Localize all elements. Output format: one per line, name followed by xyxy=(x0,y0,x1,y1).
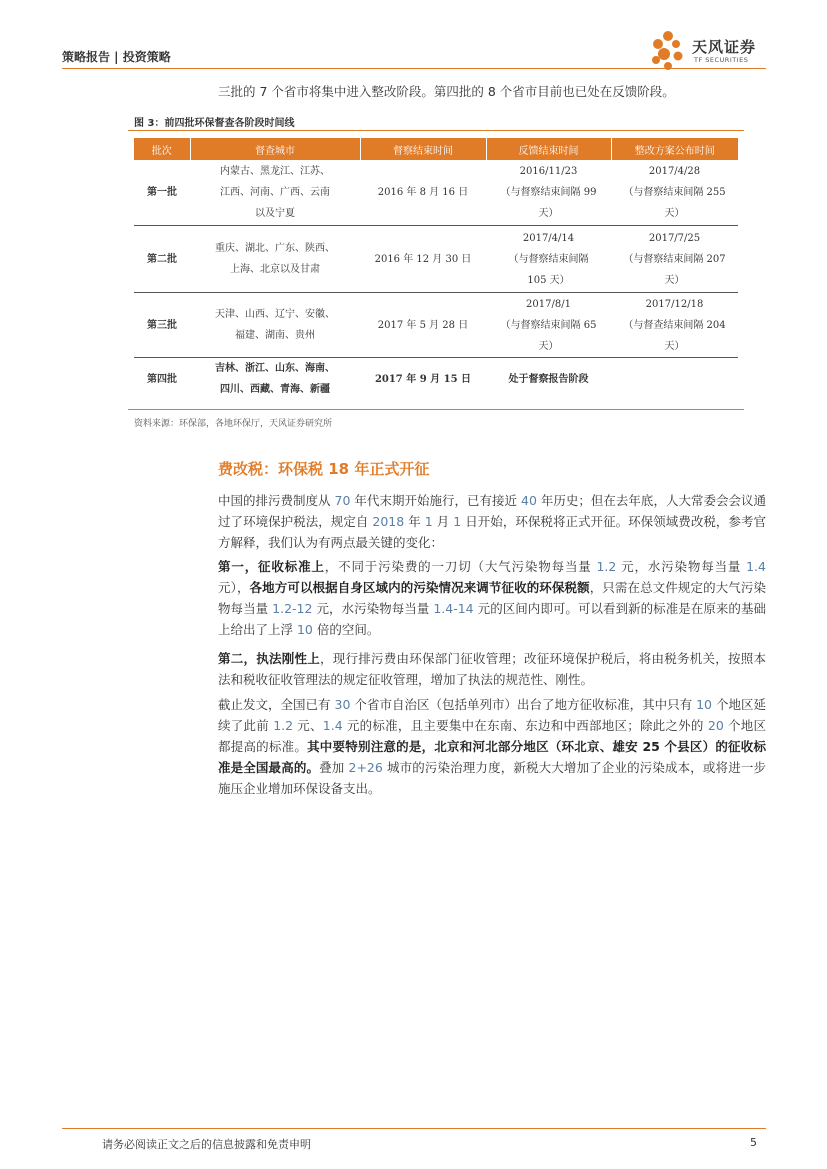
batch-cell: 第一批 xyxy=(134,160,190,226)
col-header-batch: 批次 xyxy=(134,138,190,160)
number-run: 1.4-14 xyxy=(433,601,474,616)
feedback-line: 2016/11/23 xyxy=(519,166,578,177)
plan-line: 2017/12/18 xyxy=(645,298,704,310)
number-run: 2018 xyxy=(372,514,405,529)
text-run: 月 xyxy=(432,514,454,529)
col-header-cities: 督查城市 xyxy=(190,138,360,160)
table-row xyxy=(134,160,738,226)
text-run: 元）， xyxy=(218,580,250,595)
number-run: 2+26 xyxy=(348,760,383,775)
cities-line: 福建、湖南、贵州 xyxy=(235,330,315,341)
feedback-end-cell xyxy=(486,226,611,293)
footer-divider xyxy=(62,1128,766,1129)
disclaimer-text: 请务必阅读正文之后的信息披露和免责申明 xyxy=(102,1138,311,1151)
text-run: 年代末期开始施行，已有接近 xyxy=(350,493,521,508)
number-run: 10 xyxy=(296,622,313,637)
text-run: 元、 xyxy=(293,718,323,733)
number-run: 20 xyxy=(707,718,724,733)
plan-line: （与督查结束间隔 204 xyxy=(623,319,726,331)
text-run: 中国的排污费制度从 xyxy=(218,493,335,508)
text-run: ，不同于污染费的一刀切（大气污染物每当量 xyxy=(324,559,597,574)
table-row xyxy=(134,293,738,358)
paragraph-2 xyxy=(218,556,766,640)
bold-run: 第一，征收标准上 xyxy=(218,559,325,574)
text-run: 年 xyxy=(404,514,425,529)
number-run: 1.2 xyxy=(273,718,294,733)
batch-cell: 第四批 xyxy=(147,373,177,385)
figure-top-rule xyxy=(128,130,744,131)
text-run: 年历史；但在去年底，人大常委会会议通过了环境保护税法，规定自 xyxy=(218,493,766,529)
plan-line: （与督察结束间隔 207 xyxy=(623,253,726,265)
number-run: 70 xyxy=(334,493,351,508)
plan-line: （与督察结束间隔 255 xyxy=(623,187,726,198)
figure-source: 资料来源：环保部，各地环保厅，天风证券研究所 xyxy=(134,419,333,429)
intro-text: 三批的 7 个省市将集中进入整改阶段。第四批的 8 个省市目前也已处在反馈阶段。 xyxy=(218,84,675,99)
figure-bottom-rule xyxy=(128,409,744,410)
text-run: 截止发文，全国已有 xyxy=(218,697,335,712)
text-run: 个地区都提高的标准。 xyxy=(218,718,766,754)
text-run: 元的标准，且主要集中在东南、东边和中西部地区；除此之外的 xyxy=(342,718,708,733)
text-run: 个省市自治区（包括单列市）出台了地方征收标准，其中只有 xyxy=(350,697,697,712)
cities-line: 内蒙古、黑龙江、江苏、 xyxy=(220,166,330,177)
logo-mark-icon xyxy=(648,28,690,72)
feedback-line: 天） xyxy=(538,208,559,219)
feedback-line: 2017/8/1 xyxy=(526,298,571,310)
number-run: 40 xyxy=(521,493,537,508)
number-run: 1.2-12 xyxy=(272,601,313,616)
feedback-line: 105 天） xyxy=(527,274,570,286)
table-row xyxy=(134,358,738,401)
text-run: 叠加 xyxy=(319,760,349,775)
inspect-end-cell: 2016 年 12 月 30 日 xyxy=(360,226,486,293)
timeline-table xyxy=(134,138,738,400)
company-logo xyxy=(648,28,768,72)
cities-cell xyxy=(190,226,360,293)
cities-cell xyxy=(190,160,360,226)
cities-line: 上海、北京以及甘肃 xyxy=(230,264,320,275)
cities-line: 四川、西藏、青海、新疆 xyxy=(220,384,330,395)
feedback-line: （与督察结束间隔 65 xyxy=(500,319,597,331)
feedback-end-cell xyxy=(486,160,611,226)
text-run: 倍的空间。 xyxy=(312,622,380,637)
inspect-end-cell: 2016 年 8 月 16 日 xyxy=(360,160,486,226)
plan-line: 天） xyxy=(664,208,685,219)
number-run: 1 xyxy=(453,514,462,529)
bold-run: 各地方可以根据自身区域内的污染情况来调节征收的环保税额 xyxy=(249,580,590,595)
bold-run: 其中要特别注意的是，北京和河北部分地区（环北京、雄安 25 个县区）的征收标准是全国最高的。 xyxy=(218,739,766,775)
cities-line: 重庆、湖北、广东、陕西、 xyxy=(215,243,335,254)
text-run: 城市的污染治理力度，新税大大增加了企业的污染成本，或将进一步施压企业增加环保设备支出。 xyxy=(218,760,766,796)
feedback-end-cell: 处于督察报告阶段 xyxy=(508,373,589,385)
plan-line: 2017/4/28 xyxy=(648,166,701,177)
number-run: 10 xyxy=(696,697,712,712)
text-run: 元，水污染物每当量 xyxy=(312,601,434,616)
plan-publish-cell xyxy=(611,293,738,358)
paragraph-1 xyxy=(218,490,766,553)
cities-line: 江西、河南、广西、云南 xyxy=(220,187,330,198)
feedback-line: 天） xyxy=(538,340,559,352)
plan-line: 2017/7/25 xyxy=(648,232,701,244)
feedback-line: 2017/4/14 xyxy=(522,232,575,244)
number-run: 30 xyxy=(334,697,351,712)
paragraph-4 xyxy=(218,694,766,799)
text-run: 个地区延续了此前 xyxy=(218,697,766,733)
table-row xyxy=(134,226,738,293)
cities-cell xyxy=(190,293,360,358)
section-title: 费改税：环保税 18 年正式开征 xyxy=(218,460,430,478)
plan-line: 天） xyxy=(664,274,685,286)
cities-line: 吉林、浙江、山东、海南、 xyxy=(215,363,335,374)
number-run: 1.2 xyxy=(596,559,617,574)
page-number: 5 xyxy=(750,1136,757,1149)
cities-line: 以及宁夏 xyxy=(255,208,295,219)
paragraph-3 xyxy=(218,648,766,690)
batch-cell: 第二批 xyxy=(134,226,190,293)
plan-publish-cell xyxy=(611,160,738,226)
text-run: ，现行排污费由环保部门征收管理；改征环境保护税后，将由税务机关，按照本法和税收征收管理法的规定征收管理，增加了执法的规范性、刚性。 xyxy=(218,651,766,687)
report-category: 策略报告 | 投资策略 xyxy=(62,50,171,64)
bold-run: 第二，执法刚性上 xyxy=(218,651,320,666)
batch-cell: 第三批 xyxy=(134,293,190,358)
feedback-line: （与督察结束间隔 99 xyxy=(500,187,597,198)
text-run: ，只需在总文件规定的大气污染物每当量 xyxy=(218,580,766,616)
col-header-feedback-end: 反馈结束时间 xyxy=(486,138,611,160)
number-run: 1.4 xyxy=(746,559,766,574)
plan-publish-cell xyxy=(611,358,738,401)
col-header-inspect-end: 督察结束时间 xyxy=(360,138,486,160)
inspect-end-cell: 2017 年 5 月 28 日 xyxy=(360,293,486,358)
text-run: 日开始，环保税将正式开征。环保领域费改税，参考官方解释，我们认为有两点最关键的变化： xyxy=(218,514,766,550)
feedback-line: （与督察结束间隔 xyxy=(508,253,589,265)
inspect-end-cell: 2017 年 9 月 15 日 xyxy=(374,373,472,385)
logo-text-cn: 天风证券 xyxy=(692,38,757,56)
cities-line: 天津、山西、辽宁、安徽、 xyxy=(215,309,335,320)
table-header-row xyxy=(134,138,738,160)
cities-cell xyxy=(190,358,360,401)
col-header-plan-publish: 整改方案公布时间 xyxy=(611,138,738,160)
text-run: 元，水污染物每当量 xyxy=(616,559,747,574)
figure-caption: 图 3：前四批环保督查各阶段时间线 xyxy=(134,118,295,129)
number-run: 1 xyxy=(424,514,433,529)
logo-text-en: TF SECURITIES xyxy=(694,56,749,64)
plan-line: 天） xyxy=(664,340,685,352)
text-run: 元的区间内即可。可以看到新的标准是在原来的基础上给出了上浮 xyxy=(218,601,766,637)
feedback-end-cell xyxy=(486,293,611,358)
number-run: 1.4 xyxy=(322,718,343,733)
plan-publish-cell xyxy=(611,226,738,293)
